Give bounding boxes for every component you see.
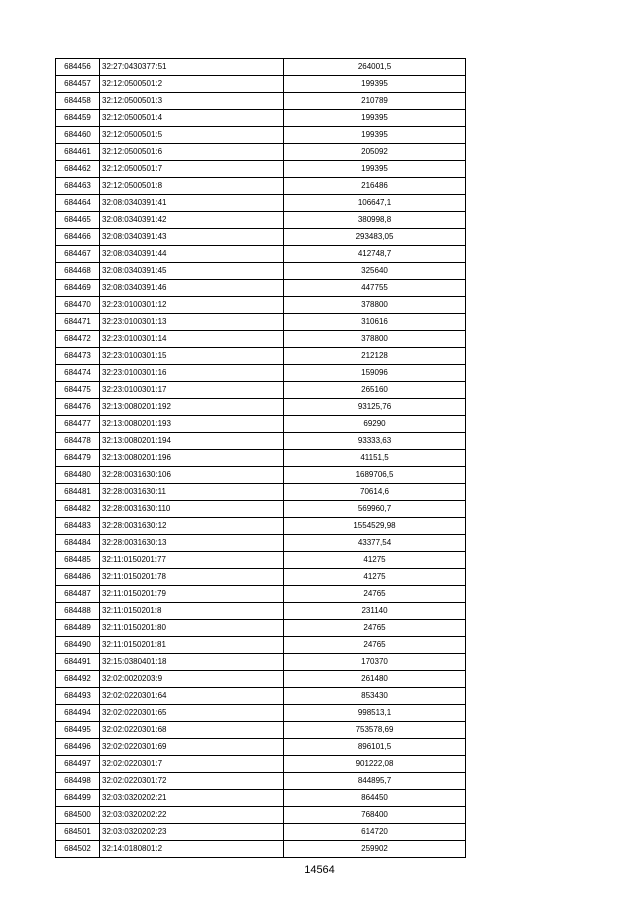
cadastral-value-cell: 43377,54 xyxy=(284,535,466,552)
cadastral-value-cell: 70614,6 xyxy=(284,484,466,501)
table-row xyxy=(56,110,466,127)
cadastral-number-cell: 32:23:0100301:17 xyxy=(100,382,284,399)
table-row xyxy=(56,178,466,195)
cadastral-number-cell: 32:08:0340391:45 xyxy=(100,263,284,280)
table-row xyxy=(56,229,466,246)
table-row xyxy=(56,212,466,229)
cadastral-number-cell: 32:12:0500501:4 xyxy=(100,110,284,127)
row-id-cell: 684472 xyxy=(56,331,100,348)
cadastral-number-cell: 32:03:0320202:22 xyxy=(100,807,284,824)
table-row xyxy=(56,790,466,807)
cadastral-value-cell: 844895,7 xyxy=(284,773,466,790)
row-id-cell: 684495 xyxy=(56,722,100,739)
table-row xyxy=(56,263,466,280)
cadastral-value-cell: 310616 xyxy=(284,314,466,331)
cadastral-number-cell: 32:12:0500501:2 xyxy=(100,76,284,93)
row-id-cell: 684470 xyxy=(56,297,100,314)
table-row xyxy=(56,705,466,722)
cadastral-number-cell: 32:28:0031630:106 xyxy=(100,467,284,484)
cadastral-number-cell: 32:11:0150201:81 xyxy=(100,637,284,654)
row-id-cell: 684465 xyxy=(56,212,100,229)
table-row xyxy=(56,620,466,637)
cadastral-number-cell: 32:02:0220301:7 xyxy=(100,756,284,773)
cadastral-value-cell: 614720 xyxy=(284,824,466,841)
table-row xyxy=(56,280,466,297)
row-id-cell: 684488 xyxy=(56,603,100,620)
cadastral-number-cell: 32:12:0500501:5 xyxy=(100,127,284,144)
cadastral-number-cell: 32:13:0080201:192 xyxy=(100,399,284,416)
cadastral-value-cell: 1689706,5 xyxy=(284,467,466,484)
table-row xyxy=(56,297,466,314)
cadastral-number-cell: 32:08:0340391:43 xyxy=(100,229,284,246)
table-row xyxy=(56,739,466,756)
table-row xyxy=(56,552,466,569)
table-row xyxy=(56,76,466,93)
cadastral-number-cell: 32:11:0150201:80 xyxy=(100,620,284,637)
cadastral-number-cell: 32:12:0500501:8 xyxy=(100,178,284,195)
cadastral-value-cell: 159096 xyxy=(284,365,466,382)
row-id-cell: 684497 xyxy=(56,756,100,773)
cadastral-value-cell: 106647,1 xyxy=(284,195,466,212)
row-id-cell: 684479 xyxy=(56,450,100,467)
cadastral-value-cell: 569960,7 xyxy=(284,501,466,518)
table-row xyxy=(56,365,466,382)
table-row xyxy=(56,637,466,654)
cadastral-number-cell: 32:15:0380401:18 xyxy=(100,654,284,671)
cadastral-value-cell: 378800 xyxy=(284,297,466,314)
cadastral-number-cell: 32:28:0031630:11 xyxy=(100,484,284,501)
table-row xyxy=(56,59,466,76)
cadastral-number-cell: 32:13:0080201:196 xyxy=(100,450,284,467)
row-id-cell: 684476 xyxy=(56,399,100,416)
row-id-cell: 684483 xyxy=(56,518,100,535)
cadastral-value-cell: 380998,8 xyxy=(284,212,466,229)
row-id-cell: 684458 xyxy=(56,93,100,110)
cadastral-number-cell: 32:08:0340391:46 xyxy=(100,280,284,297)
row-id-cell: 684500 xyxy=(56,807,100,824)
table-row xyxy=(56,654,466,671)
cadastral-value-cell: 864450 xyxy=(284,790,466,807)
table-row xyxy=(56,195,466,212)
row-id-cell: 684469 xyxy=(56,280,100,297)
cadastral-value-cell: 753578,69 xyxy=(284,722,466,739)
cadastral-value-cell: 231140 xyxy=(284,603,466,620)
row-id-cell: 684461 xyxy=(56,144,100,161)
cadastral-value-cell: 41275 xyxy=(284,552,466,569)
cadastral-value-cell: 447755 xyxy=(284,280,466,297)
cadastral-value-cell: 199395 xyxy=(284,110,466,127)
cadastral-value-cell: 69290 xyxy=(284,416,466,433)
table-body xyxy=(56,59,466,858)
row-id-cell: 684471 xyxy=(56,314,100,331)
cadastral-value-cell: 41151,5 xyxy=(284,450,466,467)
cadastral-number-cell: 32:11:0150201:77 xyxy=(100,552,284,569)
cadastral-value-cell: 170370 xyxy=(284,654,466,671)
cadastral-number-cell: 32:12:0500501:3 xyxy=(100,93,284,110)
cadastral-value-cell: 1554529,98 xyxy=(284,518,466,535)
row-id-cell: 684481 xyxy=(56,484,100,501)
row-id-cell: 684477 xyxy=(56,416,100,433)
table-row xyxy=(56,841,466,858)
row-id-cell: 684490 xyxy=(56,637,100,654)
cadastral-value-cell: 41275 xyxy=(284,569,466,586)
table-row xyxy=(56,127,466,144)
cadastral-value-cell: 901222,08 xyxy=(284,756,466,773)
cadastral-number-cell: 32:12:0500501:7 xyxy=(100,161,284,178)
cadastral-value-cell: 199395 xyxy=(284,76,466,93)
row-id-cell: 684502 xyxy=(56,841,100,858)
cadastral-number-cell: 32:12:0500501:6 xyxy=(100,144,284,161)
table-row xyxy=(56,467,466,484)
cadastral-number-cell: 32:23:0100301:15 xyxy=(100,348,284,365)
page-number: 14564 xyxy=(304,864,335,876)
cadastral-number-cell: 32:23:0100301:13 xyxy=(100,314,284,331)
cadastral-number-cell: 32:23:0100301:12 xyxy=(100,297,284,314)
table-row xyxy=(56,416,466,433)
cadastral-number-cell: 32:08:0340391:44 xyxy=(100,246,284,263)
cadastral-value-cell: 998513,1 xyxy=(284,705,466,722)
table-row xyxy=(56,586,466,603)
cadastral-number-cell: 32:13:0080201:194 xyxy=(100,433,284,450)
row-id-cell: 684473 xyxy=(56,348,100,365)
table-row xyxy=(56,314,466,331)
cadastral-value-cell: 212128 xyxy=(284,348,466,365)
cadastral-value-table xyxy=(55,58,466,858)
cadastral-value-cell: 768400 xyxy=(284,807,466,824)
cadastral-number-cell: 32:02:0020203:9 xyxy=(100,671,284,688)
cadastral-value-cell: 199395 xyxy=(284,127,466,144)
table-row xyxy=(56,484,466,501)
row-id-cell: 684484 xyxy=(56,535,100,552)
table-row xyxy=(56,773,466,790)
row-id-cell: 684459 xyxy=(56,110,100,127)
cadastral-value-cell: 378800 xyxy=(284,331,466,348)
cadastral-number-cell: 32:02:0220301:64 xyxy=(100,688,284,705)
cadastral-value-cell: 265160 xyxy=(284,382,466,399)
cadastral-value-cell: 259902 xyxy=(284,841,466,858)
cadastral-value-cell: 264001,5 xyxy=(284,59,466,76)
table-row xyxy=(56,246,466,263)
row-id-cell: 684492 xyxy=(56,671,100,688)
row-id-cell: 684462 xyxy=(56,161,100,178)
table-row xyxy=(56,348,466,365)
row-id-cell: 684480 xyxy=(56,467,100,484)
cadastral-value-cell: 896101,5 xyxy=(284,739,466,756)
table-row xyxy=(56,807,466,824)
table-row xyxy=(56,93,466,110)
cadastral-value-cell: 24765 xyxy=(284,620,466,637)
cadastral-value-cell: 93333,63 xyxy=(284,433,466,450)
row-id-cell: 684489 xyxy=(56,620,100,637)
row-id-cell: 684474 xyxy=(56,365,100,382)
table-row xyxy=(56,671,466,688)
cadastral-number-cell: 32:11:0150201:8 xyxy=(100,603,284,620)
row-id-cell: 684496 xyxy=(56,739,100,756)
row-id-cell: 684460 xyxy=(56,127,100,144)
cadastral-number-cell: 32:13:0080201:193 xyxy=(100,416,284,433)
cadastral-value-cell: 210789 xyxy=(284,93,466,110)
row-id-cell: 684501 xyxy=(56,824,100,841)
cadastral-number-cell: 32:02:0220301:68 xyxy=(100,722,284,739)
cadastral-number-cell: 32:23:0100301:14 xyxy=(100,331,284,348)
cadastral-number-cell: 32:23:0100301:16 xyxy=(100,365,284,382)
table-row xyxy=(56,756,466,773)
table-row xyxy=(56,382,466,399)
row-id-cell: 684494 xyxy=(56,705,100,722)
table-row xyxy=(56,824,466,841)
row-id-cell: 684485 xyxy=(56,552,100,569)
row-id-cell: 684478 xyxy=(56,433,100,450)
row-id-cell: 684467 xyxy=(56,246,100,263)
table-row xyxy=(56,569,466,586)
cadastral-number-cell: 32:11:0150201:78 xyxy=(100,569,284,586)
table-row xyxy=(56,331,466,348)
cadastral-value-cell: 205092 xyxy=(284,144,466,161)
cadastral-value-cell: 293483,05 xyxy=(284,229,466,246)
cadastral-number-cell: 32:02:0220301:72 xyxy=(100,773,284,790)
table-row xyxy=(56,450,466,467)
cadastral-number-cell: 32:08:0340391:41 xyxy=(100,195,284,212)
cadastral-value-cell: 24765 xyxy=(284,637,466,654)
row-id-cell: 684466 xyxy=(56,229,100,246)
cadastral-value-cell: 853430 xyxy=(284,688,466,705)
row-id-cell: 684457 xyxy=(56,76,100,93)
cadastral-number-cell: 32:03:0320202:21 xyxy=(100,790,284,807)
cadastral-value-cell: 261480 xyxy=(284,671,466,688)
table-row xyxy=(56,501,466,518)
cadastral-value-cell: 216486 xyxy=(284,178,466,195)
row-id-cell: 684463 xyxy=(56,178,100,195)
table-row xyxy=(56,688,466,705)
cadastral-value-cell: 325640 xyxy=(284,263,466,280)
cadastral-value-cell: 93125,76 xyxy=(284,399,466,416)
row-id-cell: 684475 xyxy=(56,382,100,399)
row-id-cell: 684491 xyxy=(56,654,100,671)
row-id-cell: 684456 xyxy=(56,59,100,76)
cadastral-number-cell: 32:03:0320202:23 xyxy=(100,824,284,841)
row-id-cell: 684487 xyxy=(56,586,100,603)
row-id-cell: 684482 xyxy=(56,501,100,518)
cadastral-value-cell: 199395 xyxy=(284,161,466,178)
cadastral-number-cell: 32:28:0031630:12 xyxy=(100,518,284,535)
cadastral-number-cell: 32:02:0220301:65 xyxy=(100,705,284,722)
row-id-cell: 684498 xyxy=(56,773,100,790)
table-row xyxy=(56,518,466,535)
cadastral-value-cell: 24765 xyxy=(284,586,466,603)
row-id-cell: 684468 xyxy=(56,263,100,280)
table-row xyxy=(56,535,466,552)
table-row xyxy=(56,399,466,416)
cadastral-number-cell: 32:14:0180801:2 xyxy=(100,841,284,858)
cadastral-number-cell: 32:11:0150201:79 xyxy=(100,586,284,603)
cadastral-number-cell: 32:08:0340391:42 xyxy=(100,212,284,229)
row-id-cell: 684464 xyxy=(56,195,100,212)
table-row xyxy=(56,161,466,178)
cadastral-number-cell: 32:02:0220301:69 xyxy=(100,739,284,756)
table-row xyxy=(56,144,466,161)
row-id-cell: 684499 xyxy=(56,790,100,807)
table-row xyxy=(56,722,466,739)
row-id-cell: 684486 xyxy=(56,569,100,586)
cadastral-number-cell: 32:28:0031630:110 xyxy=(100,501,284,518)
cadastral-number-cell: 32:27:0430377:51 xyxy=(100,59,284,76)
table-row xyxy=(56,603,466,620)
cadastral-number-cell: 32:28:0031630:13 xyxy=(100,535,284,552)
row-id-cell: 684493 xyxy=(56,688,100,705)
cadastral-value-cell: 412748,7 xyxy=(284,246,466,263)
table-row xyxy=(56,433,466,450)
